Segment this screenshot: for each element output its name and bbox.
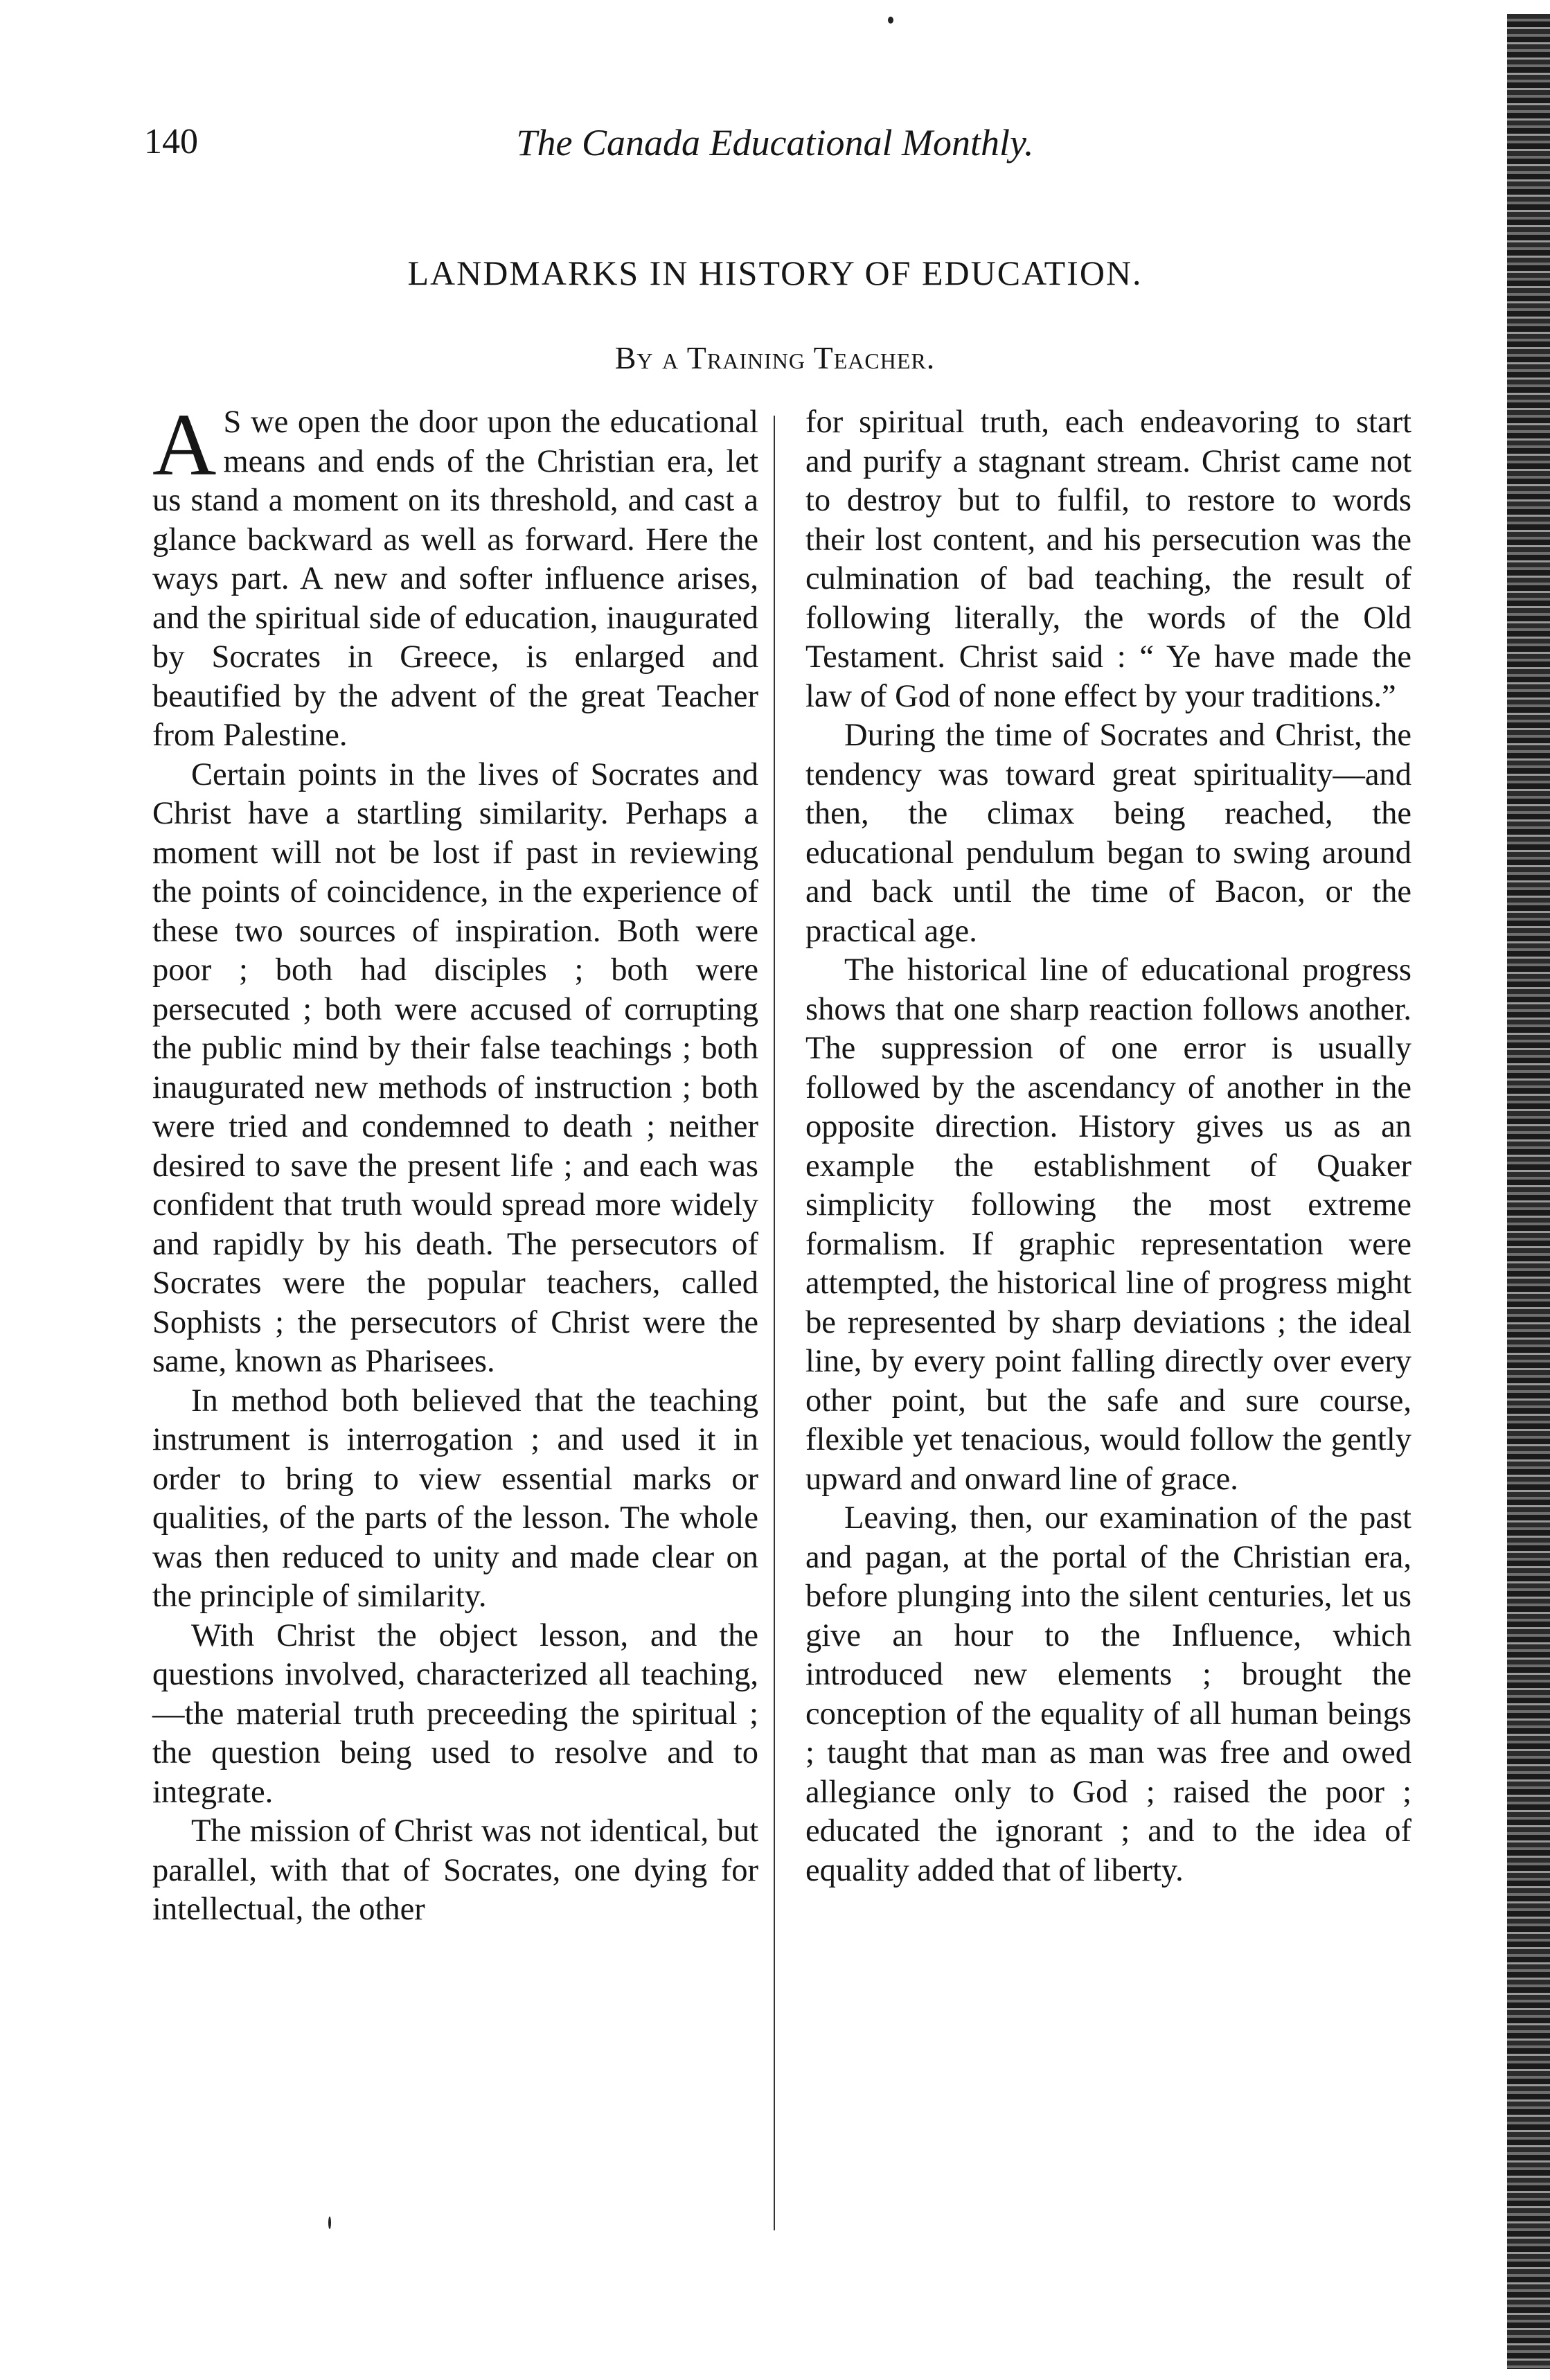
- ink-speck: [328, 2217, 331, 2229]
- paragraph-text: S we open the door upon the educational means and ends of the Christian era, let us stand a moment on its threshold, and cast a glance backward as well as forward. Here the ways part. A new and softer influence arises, and the spiritual side of education, inaugurated by Socrates in Greece, is enlarged and beautified by the advent of the great Teacher from Palestine.: [152, 405, 758, 753]
- paragraph: Certain points in the lives of Socrates and Christ have a startling similarity. Perhaps a moment will not be lost if past in reviewing the points of coincidence, in the experience of these two sources of inspiration. Both were poor ; both had disciples ; both were persecuted ; both were accused of corrupting the public mind by their false teachings ; both inaugurated new methods of instruction ; both were tried and condemned to death ; neither desired to save the present life ; and each was confident that truth would spread more widely and rapidly by his death. The persecutors of Socrates were the popular teachers, called Sophists ; the persecutors of Christ were the same, known as Pharisees.: [152, 756, 758, 1379]
- paragraph: The mission of Christ was not identical, but parallel, with that of Socrates, one dying for intellectual, the other: [152, 1813, 758, 1927]
- paragraph: The historical line of educational progress shows that one sharp reaction follows another. The suppression of one error is usually followed by the ascendancy of another in the opposite direction. History gives us as an example the establishment of Quaker simplicity following the most extreme formalism. If graphic representation were attempted, the historical line of progress might be represented by sharp deviations ; the ideal line, by every point falling directly over every other point, but the safe and sure course, flexible yet tenacious, would follow the gently upward and onward line of grace.: [805, 952, 1411, 1497]
- drop-cap: A: [152, 396, 217, 494]
- paragraph: for spiritual truth, each endeavoring to start and purify a stagnant stream. Christ came not to destroy but to fulfil, to restore to words their lost content, and his persecution was the culmination of bad teaching, the result of following literally, the words of the Old Testament. Christ said : “ Ye have made the law of God of none effect by your traditions.”: [805, 405, 1411, 714]
- article-title: LANDMARKS IN HISTORY OF EDUCATION.: [407, 254, 1143, 292]
- right-column: [805, 403, 1411, 1890]
- paragraph: Leaving, then, our examination of the past and pagan, at the portal of the Christian era, before plunging into the silent centuries, let us give an hour to the Influence, which introduced new elements ; brought the conception of the equality of all human beings ; taught that man as man was free and owed allegiance only to God ; raised the poor ; educated the ignorant ; and to the idea of equality added that of liberty.: [805, 1500, 1411, 1888]
- paragraph: With Christ the object lesson, and the questions involved, characterized all teaching,—the material truth preceeding the spiritual ; the question being used to resolve and to integrate.: [152, 1617, 758, 1810]
- scanned-page-edge: [1507, 14, 1550, 2369]
- running-header: [0, 121, 1550, 177]
- page-number: 140: [144, 122, 198, 161]
- ink-speck: [888, 17, 893, 24]
- left-column: [152, 396, 758, 1930]
- paragraph: In method both believed that the teaching instrument is interrogation ; and used it in order to bring to view essential marks or qualities, of the parts of the lesson. The whole was then reduced to unity and made clear on the principle of similarity.: [152, 1383, 758, 1614]
- paragraph: During the time of Socrates and Christ, the tendency was toward great spirituality—and then, the climax being reached, the educational pendulum began to swing around and back until the time of Bacon, or the practical age.: [805, 718, 1411, 949]
- column-divider: [774, 416, 775, 2230]
- paragraph: [152, 396, 758, 756]
- journal-title: The Canada Educational Monthly.: [516, 122, 1034, 163]
- byline: By a Training Teacher.: [614, 340, 936, 375]
